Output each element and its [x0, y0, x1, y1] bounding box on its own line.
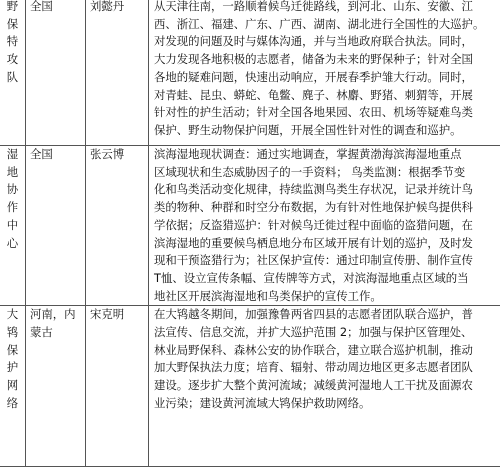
table-row	[0, 306, 500, 467]
description-line: 林业局野保科、森林公安的协作联合，建立联合巡护机制，推动	[154, 342, 496, 360]
description-line: 针对性的护生活动；针对全国各地果园、农田、机场等疑难鸟类	[154, 104, 496, 122]
project-region: 河南，内蒙古	[26, 306, 86, 467]
project-description	[149, 146, 500, 306]
description-line: 建设。逐步扩大整个黄河流域；减缓黄河湿地人工干扰及面源农	[154, 377, 496, 395]
project-contact: 张云博	[86, 146, 149, 306]
project-contact: 宋克明	[86, 306, 149, 467]
description-line: 保护、野生动物保护问题，开展全国性针对性的调查和巡护。	[154, 122, 496, 140]
description-line: 法宣传、信息交流，并扩大巡护范围 2；加强与保护区管理处、	[154, 324, 496, 342]
description-line: 地社区开展滨海湿地和鸟类保护的宣传工作。	[154, 288, 496, 306]
description-line: 现和干预盗猎行为；社区保护宣传：通过印制宣传册、制作宣传	[154, 252, 496, 270]
table-row	[0, 146, 500, 306]
description-line: 类的物种、种群和时空分布数据，为有针对性地保护候鸟提供科	[154, 199, 496, 217]
description-line: 对青蛙、昆虫、蟒蛇、龟鳖、麂子、林麝、野猪、刺猬等，开展	[154, 87, 496, 105]
project-description	[149, 306, 500, 467]
description-line: 区域现状和生态威胁因子的一手资料； 鸟类监测：根据季节变	[154, 164, 496, 182]
description-line: 化和鸟类活动变化规律，持续监测鸟类生存状况，记录并统计鸟	[154, 181, 496, 199]
project-name: 大鸨保护网络	[0, 306, 26, 467]
project-description	[149, 0, 500, 146]
table-row	[0, 0, 500, 146]
description-line: 业污染；建设黄河流域大鸨保护救助网络。	[154, 395, 496, 413]
description-line: 大力发现各地积极的志愿者，储备为未来的野保种子；针对全国	[154, 51, 496, 69]
description-line: 加大野保执法力度；培育、辐射、带动周边地区更多志愿者团队	[154, 359, 496, 377]
description-line: 在大鸨越冬期间，加强豫鲁两省四县的志愿者团队联合巡护，普	[154, 306, 496, 324]
description-line: 滨海湿地的重要候鸟栖息地分布区域开展有计划的巡护，及时发	[154, 235, 496, 253]
description-line: 从天津往南，一路顺着候鸟迁徙路线，到河北、山东、安徽、江	[154, 0, 496, 16]
description-line: 西、浙江、福建、广东、广西、湖南、湖北进行全国性的大巡护。	[154, 16, 496, 34]
description-line: T恤、设立宣传条幅、宣传牌等方式，对滨海湿地重点区域的当	[154, 270, 496, 288]
description-line: 滨海湿地现状调查：通过实地调查，掌握黄渤海滨海湿地重点	[154, 146, 496, 164]
project-region: 全国	[26, 146, 86, 306]
project-region: 全国	[26, 0, 86, 146]
project-name: 湿地协作中心	[0, 146, 26, 306]
description-line: 各地的疑难问题，快速出动响应，开展春季护雏大行动。同时，	[154, 69, 496, 87]
project-name: 野保特攻队	[0, 0, 26, 146]
project-contact: 刘懿丹	[86, 0, 149, 146]
description-line: 学依据；反盗猎巡护：针对候鸟迁徙过程中面临的盗猎问题，在	[154, 217, 496, 235]
description-line: 对发现的问题及时与媒体沟通，并与当地政府联合执法。同时，	[154, 33, 496, 51]
